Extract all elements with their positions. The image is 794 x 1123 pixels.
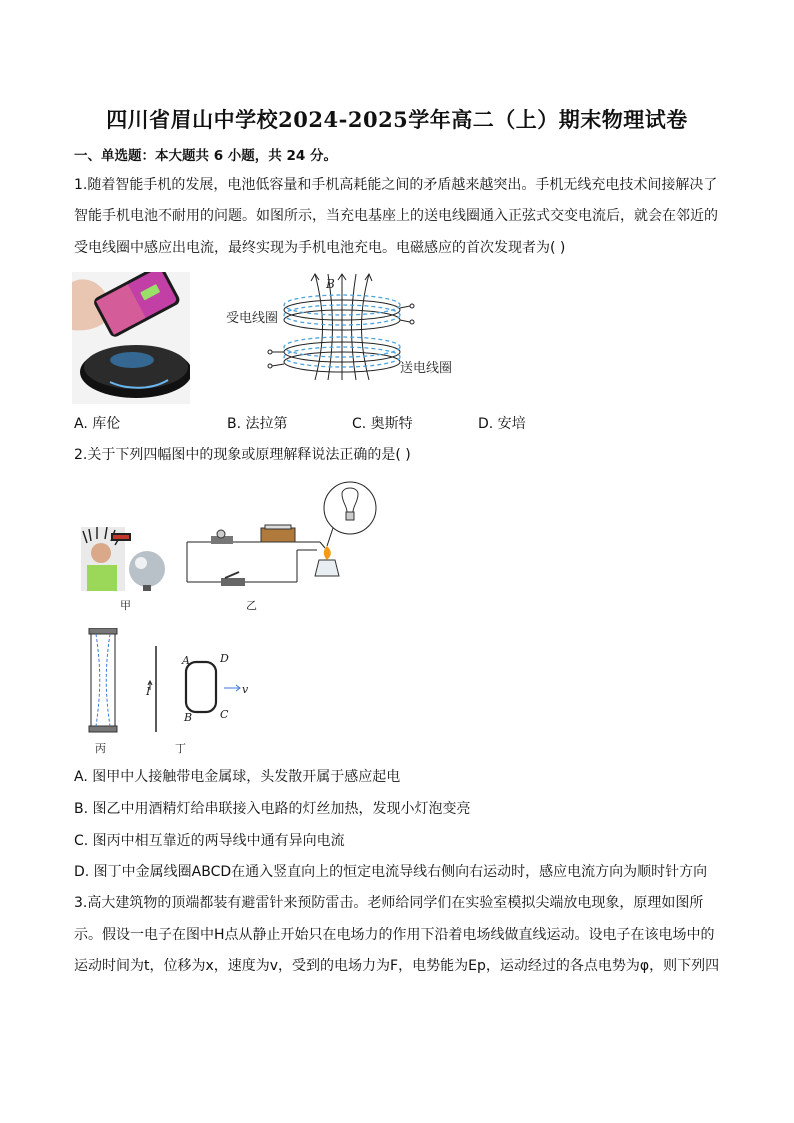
q1-option-d: D. 安培: [478, 416, 526, 432]
q1-text-line-3: 受电线圈中感应出电流，最终实现为手机电池充电。电磁感应的首次发现者为( ): [74, 240, 566, 256]
figure-bing-wires: [85, 628, 121, 734]
figure-yi-circuit: [185, 480, 385, 590]
q2-option-d: D. 图丁中金属线圈ABCD在通入竖直向上的恒定电流导线右侧向右运动时，感应电流方向为顺时针方向: [74, 864, 708, 880]
q1-text-line-2: 智能手机电池不耐用的问题。如图所示，当充电基座上的送电线圈通入正弦式交变电流后，就会在邻近的: [74, 208, 718, 224]
section-heading: 一、单选题：本大题共 6 小题，共 24 分。: [74, 148, 337, 164]
current-label-i: I: [146, 685, 151, 698]
vertex-label-c: C: [220, 708, 229, 721]
q2-option-b: B. 图乙中用酒精灯给串联接入电路的灯丝加热，发现小灯泡变亮: [74, 801, 471, 817]
receive-coil-label: 受电线圈: [226, 311, 279, 326]
caption-ding: 丁: [175, 742, 186, 755]
q1-option-b: B. 法拉第: [227, 416, 288, 432]
q3-text-line-3: 运动时间为t，位移为x，速度为v，受到的电场力为F，电势能为Ep，运动经过的各点电势为φ，则下列四: [74, 958, 720, 974]
q3-text-line-1: 3.高大建筑物的顶端都装有避雷针来预防雷击。老师给同学们在实验室模拟尖端放电现象，原理如图所: [74, 895, 704, 911]
q2-option-c: C. 图丙中相互靠近的两导线中通有异向电流: [74, 833, 345, 849]
vertex-label-b: B: [184, 711, 193, 724]
q3-text-line-2: 示。假设一电子在图中H点从静止开始只在电场力的作用下沿着电场线做直线运动。设电子在该电场中的: [74, 927, 715, 943]
wireless-charger-photo: [72, 272, 190, 404]
caption-bing: 丙: [95, 742, 106, 755]
q2-option-a: A. 图甲中人接触带电金属球，头发散开属于感应起电: [74, 769, 401, 785]
caption-yi: 乙: [246, 599, 257, 612]
caption-jia: 甲: [120, 599, 131, 612]
q2-stem: 2.关于下列四幅图中的现象或原理解释说法正确的是( ): [74, 447, 411, 463]
vertex-label-d: D: [220, 652, 229, 665]
q1-option-c: C. 奥斯特: [352, 416, 413, 432]
page-title: 四川省眉山中学校2024-2025学年高二（上）期末物理试卷: [106, 107, 688, 132]
q1-option-a: A. 库伦: [74, 416, 121, 432]
q1-text-line-1: 1.随着智能手机的发展，电池低容量和手机高耗能之间的矛盾越来越突出。手机无线充电技术间接解决了: [74, 177, 718, 193]
vertex-label-a: A: [182, 654, 190, 667]
send-coil-label: 送电线圈: [400, 361, 453, 376]
velocity-label-v: v: [242, 683, 249, 696]
field-label-b: B: [326, 277, 335, 291]
figure-jia-photo: [81, 527, 167, 591]
